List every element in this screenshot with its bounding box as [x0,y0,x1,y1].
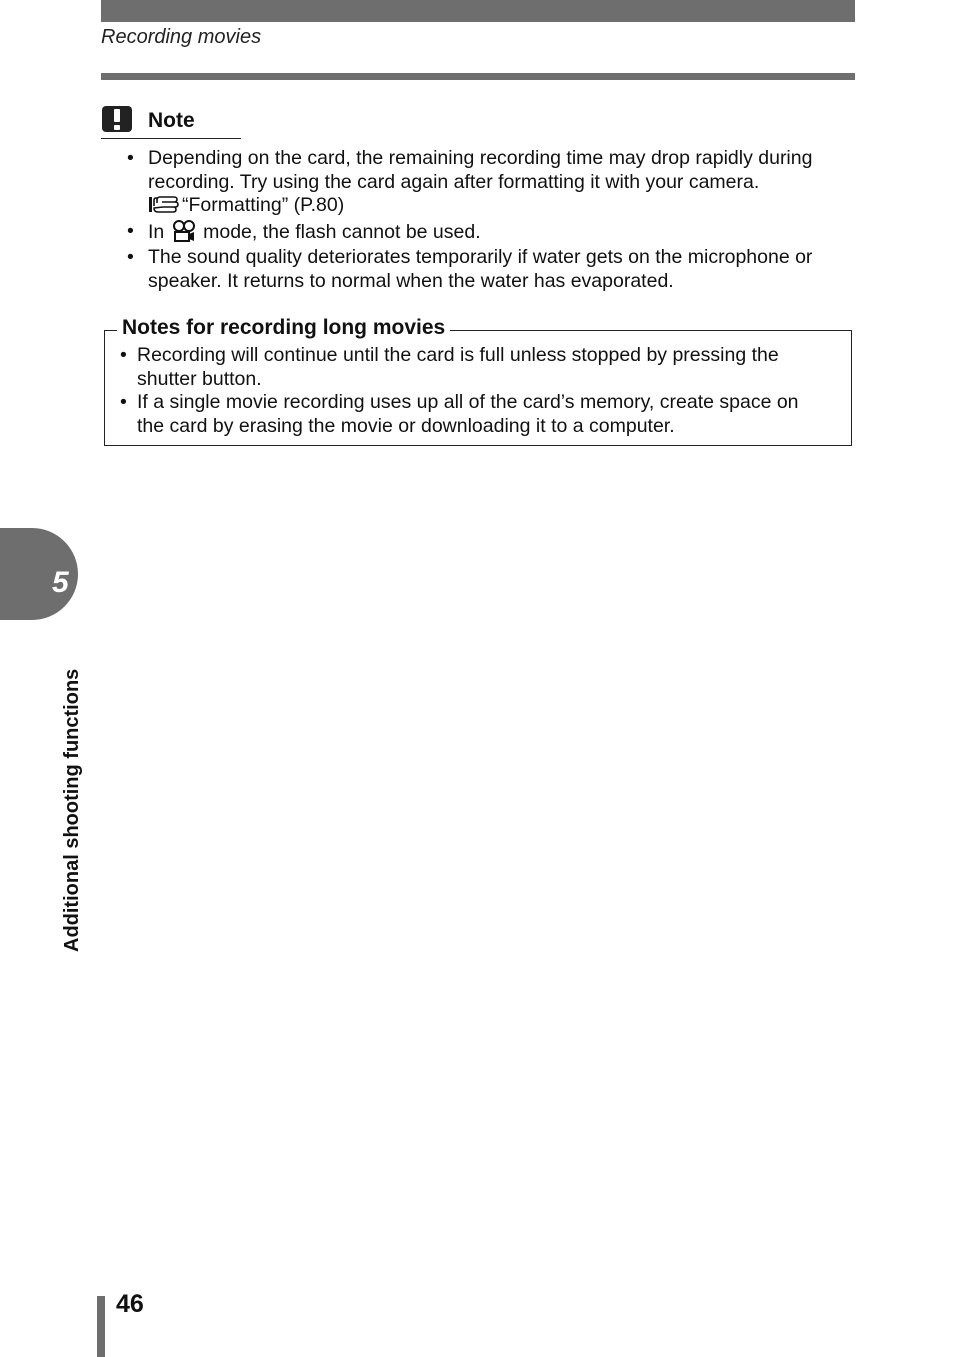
long-movies-box [104,316,852,446]
note-item-3-line2: speaker. It returns to normal when the water has evaporated. [148,269,674,292]
note-item-3-line1: The sound quality deteriorates temporarily if water gets on the microphone or [148,246,813,268]
box-item-2-line2: the card by erasing the movie or downloading it to a computer. [137,414,675,437]
box-item-1-line1: Recording will continue until the card is full unless stopped by pressing the [137,344,779,366]
running-title: Recording movies [101,26,262,48]
list-item [127,246,852,293]
header-top-bar [101,0,855,22]
exclamation-icon [102,106,132,132]
box-title: Notes for recording long movies [117,316,450,340]
note-list [127,147,852,295]
page-number: 46 [116,1290,144,1318]
note-item-2-post: mode, the flash cannot be used. [203,220,481,243]
bullet: • [127,246,134,268]
list-item [127,220,852,245]
page-number-bar [97,1296,105,1357]
box-item-1-line2: shutter button. [137,367,262,390]
box-item-2-line1: If a single movie recording uses up all of the card’s memory, create space on [137,391,799,413]
bullet: • [127,147,134,169]
reference-icon [148,194,182,214]
note-item-1-line2: recording. Try using the card again after formatting it with your camera. [148,170,760,193]
note-item-2-pre: In [148,220,165,243]
box-list [120,344,840,438]
bullet: • [127,219,134,242]
section-label: Additional shooting functions [61,668,83,952]
bullet: • [120,391,127,413]
note-item-1-line1: Depending on the card, the remaining recording time may drop rapidly during [148,147,813,169]
note-heading [101,104,241,139]
movie-mode-icon [172,220,196,242]
note-label: Note [148,109,195,132]
header-rule [101,73,855,80]
bullet: • [120,344,127,366]
list-item [120,344,840,391]
chapter-number: 5 [52,566,69,599]
list-item [120,391,840,438]
list-item [127,147,852,218]
formatting-reference: “Formatting” (P.80) [182,194,345,216]
